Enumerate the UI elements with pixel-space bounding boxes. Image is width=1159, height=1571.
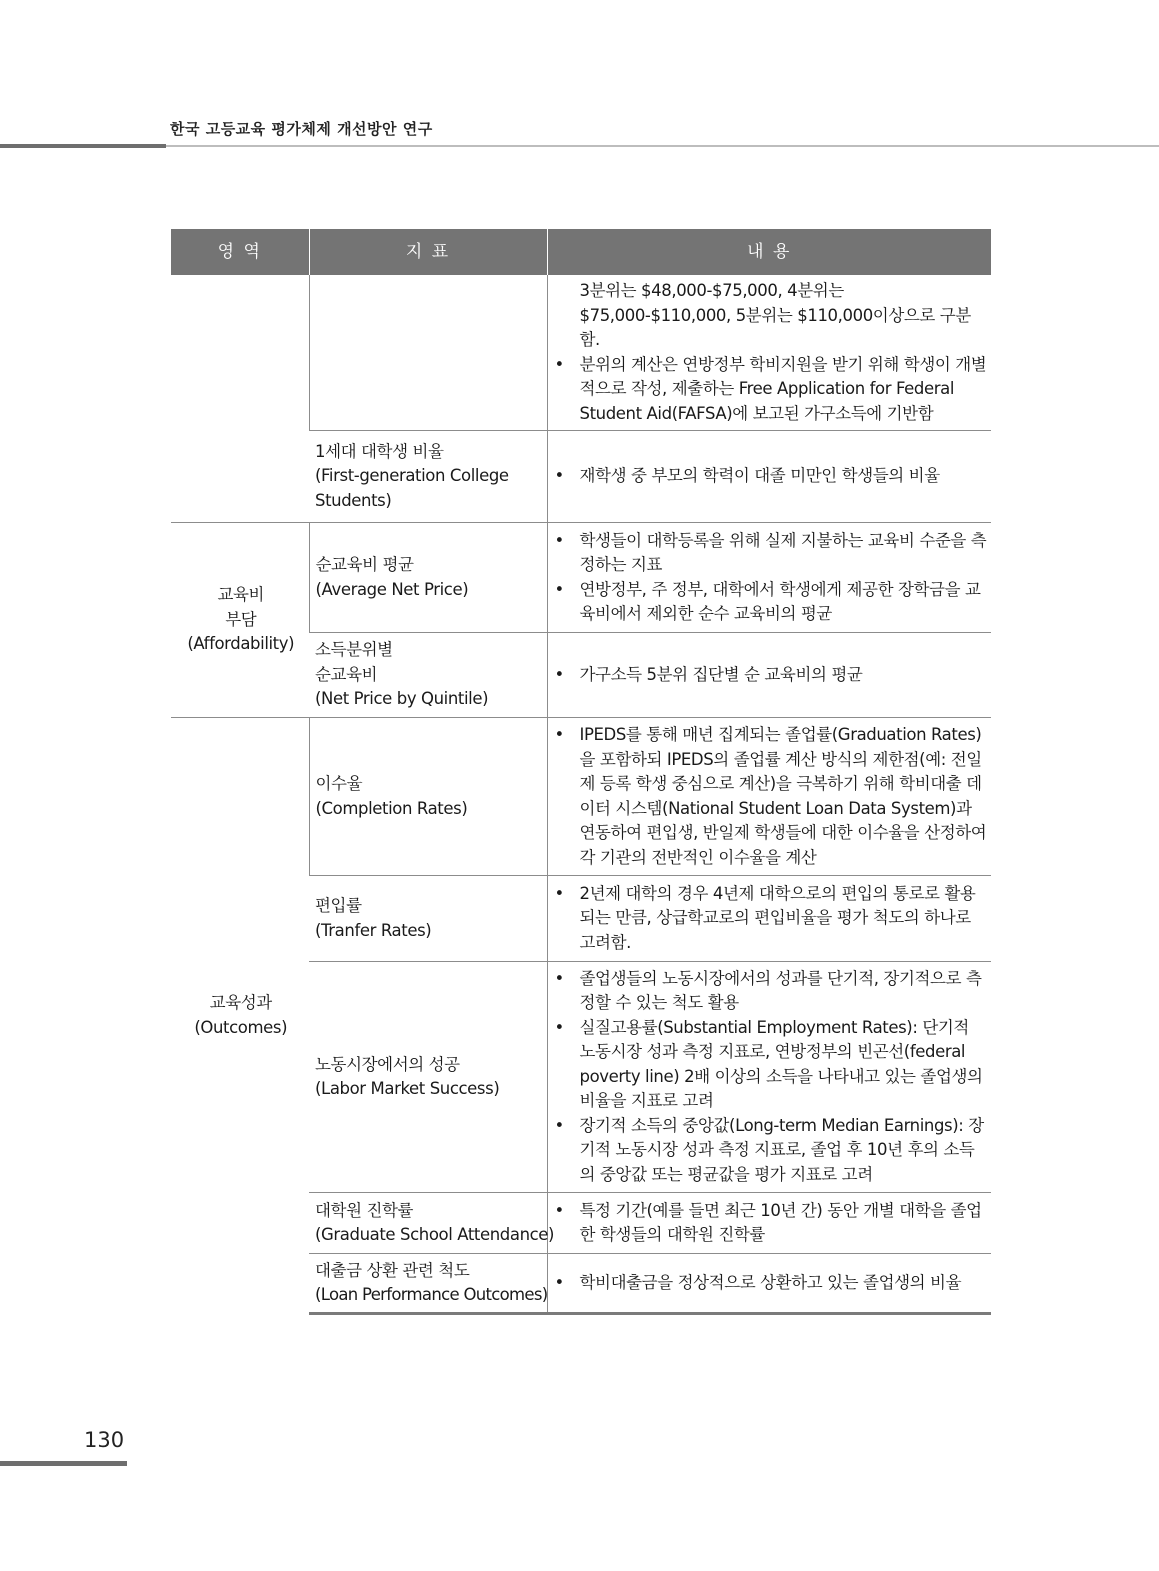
content-bullet: • 가구소득 5분위 집단별 순 교육비의 평균 [554,663,988,688]
header-rule-thin [166,145,1159,147]
header-area: 영 역 [171,229,309,275]
indicator-cell [309,1254,547,1314]
running-head: 한국 고등교육 평가체제 개선방안 연구 [170,120,433,138]
indicator-label-ko: 대출금 상환 관련 척도 [315,1260,470,1280]
content-cell [547,275,991,431]
indicator-label-en: (Average Net Price) [315,579,469,599]
indicator-cell [309,431,547,523]
indicator-label-ko: 1세대 대학생 비율 [315,441,444,461]
indicator-label-en: (Tranfer Rates) [315,920,432,940]
indicator-table [171,229,991,1315]
content-bullet: • 분위의 계산은 연방정부 학비지원을 받기 위해 학생이 개별적으로 작성, 제출하는 Free Application for Federal Student Aid(FAFSA)에 보고된 가구소득에 기반함 [554,353,988,427]
indicator-cell [309,876,547,962]
content-bullet: • IPEDS를 통해 매년 집계되는 졸업률(Graduation Rates)을 포함하되 IPEDS의 졸업률 계산 방식의 제한점(예: 전일제 등록 학생 중심으로 계산)을 극복하기 위해 학비대출 데이터 시스템(National Student Loan Data System)과 연동하여 편입생, 반일제 학생들에 대한 이수율을 산정하여 각 기관의 전반적인 이수율을 계산 [554,723,988,870]
header-indicator: 지 표 [309,229,547,275]
indicator-label-ko: 순교육비 평균 [315,555,414,574]
indicator-label-en: (Loan Performance Outcomes) [315,1285,548,1304]
content-bullet: • 재학생 중 부모의 학력이 대졸 미만인 학생들의 비율 [554,464,988,489]
area-cell-outcomes [171,718,309,1314]
content-bullet: • 2년제 대학의 경우 4년제 대학으로의 편입의 통로로 활용되는 만큼, 상급학교로의 편입비율을 평가 척도의 하나로 고려함. [554,882,988,956]
indicator-label-ko: 순교육비 [315,664,378,684]
indicator-label-en: (Completion Rates) [315,798,468,818]
content-bullet: • 특정 기간(예를 들면 최근 10년 간) 동안 개별 대학을 졸업한 학생들의 대학원 진학률 [554,1199,988,1248]
content-bullet: • 졸업생들의 노동시장에서의 성과를 단기적, 장기적으로 측정할 수 있는 척도 활용 [554,967,988,1016]
content-cell [547,431,991,523]
content-cell [547,962,991,1193]
content-bullet: • 실질고용률(Substantial Employment Rates): 단기적 노동시장 성과 측정 지표로, 연방정부의 빈곤선(federal poverty line) 2배 이상의 소득을 나타내고 있는 졸업생의 비율을 지표로 고려 [554,1016,988,1114]
indicator-label-ko: 대학원 진학률 [315,1200,414,1220]
indicator-label-ko: 이수율 [315,774,363,793]
table-header-row [171,229,991,275]
page-number: 130 [84,1428,125,1452]
indicator-cell [309,633,547,718]
content-bullet: • 학생들이 대학등록을 위해 실제 지불하는 교육비 수준을 측정하는 지표 [554,529,988,578]
header-rule-thick [0,144,166,148]
indicator-cell [309,523,547,633]
indicator-label-en: (Labor Market Success) [315,1079,500,1098]
indicator-label-en: (Graduate School Attendance) [315,1225,555,1244]
content-bullet: • 연방정부, 주 정부, 대학에서 학생에게 제공한 장학금을 교육비에서 제외한 순수 교육비의 평균 [554,578,988,627]
area-label-en: (Outcomes) [194,1017,288,1037]
table-row [171,718,991,876]
content-bullet: • 학비대출금을 정상적으로 상환하고 있는 졸업생의 비율 [554,1271,988,1296]
area-cell-affordability [171,523,309,718]
indicator-cell [309,962,547,1193]
indicator-label-en: (Net Price by Quintile) [315,689,489,709]
area-label-en: (Affordability) [187,634,295,654]
content-bullet: • 장기적 소득의 중앙값(Long-term Median Earnings): 장기적 노동시장 성과 측정 지표로, 졸업 후 10년 후의 소득의 중앙값 또는 평균값을 평가 지표로 고려 [554,1114,988,1188]
header-content: 내 용 [547,229,991,275]
table-row [171,275,991,431]
content-text: 3분위는 $48,000-$75,000, 4분위는 $75,000-$110,000, 5분위는 $110,000이상으로 구분함. [579,281,971,349]
content-cell [547,1254,991,1314]
indicator-cell [309,275,547,431]
indicator-cell [309,1193,555,1254]
content-cell [547,1193,991,1254]
table-row [171,523,991,633]
indicator-label-ko: 소득분위별 [315,640,393,660]
content-cell [547,876,991,962]
content-cell [547,523,991,633]
area-label: 교육성과 [209,993,272,1013]
area-label: 부담 [225,609,257,629]
content-cell [547,718,991,876]
indicator-cell [309,718,547,876]
indicator-label-ko: 편입률 [315,896,362,915]
content-cell [547,633,991,718]
area-label: 교육비 [217,585,265,605]
area-cell-empty [171,275,309,523]
indicator-label-ko: 노동시장에서의 성공 [315,1054,460,1074]
footer-rule [0,1461,127,1466]
indicator-label-en: (First-generation College Students) [315,466,509,510]
